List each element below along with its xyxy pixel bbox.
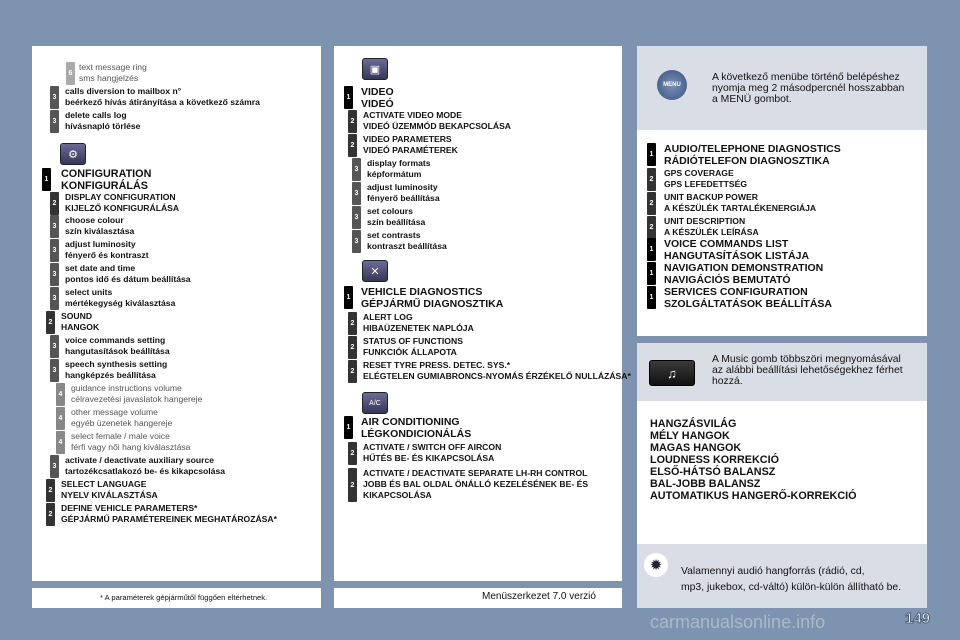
menu-entry-text: [65, 287, 175, 309]
menu-entry-line: set contrasts: [367, 230, 421, 240]
menu-entry-line: ALERT LOG: [363, 312, 413, 322]
menu-entry: [344, 416, 471, 440]
music-setting-item: HANGZÁSVILÁG: [650, 418, 737, 430]
level-badge: 1: [647, 238, 656, 261]
level-badge: 3: [50, 86, 59, 109]
level-badge: 3: [352, 230, 361, 253]
menu-entry-line: célravezetési javaslatok hangereje: [71, 394, 203, 404]
level-badge: 2: [348, 468, 357, 502]
menu-entry-text: [664, 286, 832, 310]
level-badge: 3: [50, 359, 59, 382]
menu-entry-text: [71, 407, 172, 429]
menu-entry-line: delete calls log: [65, 110, 127, 120]
menu-entry: [352, 158, 431, 181]
menu-entry-line: hívásnapló törlése: [65, 121, 141, 131]
level-badge: 4: [56, 431, 65, 454]
menu-entry-line: tartozékcsatlakozó be- és kikapcsolása: [65, 466, 226, 476]
menu-entry-line: VIDEÓ PARAMÉTEREK: [363, 145, 458, 155]
menu-entry-text: [363, 110, 511, 132]
menu-entry-text: [664, 143, 841, 167]
menu-entry-line: szín kiválasztása: [65, 226, 135, 236]
menu-entry-line: UNIT DESCRIPTION: [664, 216, 746, 226]
level-badge: 3: [50, 455, 59, 478]
menu-entry: [66, 62, 147, 85]
music-setting-item: BAL-JOBB BALANSZ: [650, 478, 761, 490]
menu-entry-text: [65, 455, 225, 477]
menu-entry-text: [65, 110, 140, 132]
music-note-icon: ♫: [649, 360, 695, 386]
menu-entry-text: [361, 286, 503, 310]
menu-entry-text: [363, 336, 463, 358]
menu-entry: [647, 262, 823, 286]
menu-entry-line: AUDIO/TELEPHONE DIAGNOSTICS: [664, 143, 841, 155]
menu-entry-text: [71, 383, 202, 405]
menu-entry: [344, 86, 394, 110]
level-badge: 1: [647, 286, 656, 309]
menu-entry-line: sms hangjelzés: [79, 73, 139, 83]
menu-entry-line: HANGUTASÍTÁSOK LISTÁJA: [664, 250, 810, 262]
version-text: Menüszerkezet 7.0 verzió: [482, 591, 596, 602]
menu-entry-line: SOUND: [61, 311, 93, 321]
music-setting-item: AUTOMATIKUS HANGERŐ-KORREKCIÓ: [650, 490, 857, 502]
diagnostics-wrench-icon: ✕: [362, 260, 388, 282]
menu-entry: [42, 168, 51, 191]
menu-entry-text: [664, 262, 823, 286]
menu-entry-line: DISPLAY CONFIGURATION: [65, 192, 176, 202]
menu-entry-line: ACTIVATE VIDEO MODE: [363, 110, 462, 120]
level-badge: 3: [50, 287, 59, 310]
level-badge: 2: [647, 168, 656, 191]
music-setting-item: LOUDNESS KORREKCIÓ: [650, 454, 779, 466]
menu-entry: [647, 238, 809, 262]
menu-entry: [647, 143, 841, 167]
menu-entry-line: kontraszt beállítása: [367, 241, 447, 251]
menu-entry: [50, 239, 149, 262]
menu-entry-line: A KÉSZÜLÉK TARTALÉKENERGIÁJA: [664, 203, 817, 213]
menu-entry-text: [65, 215, 134, 237]
menu-entry-text: [367, 158, 431, 180]
menu-intro-text: A következő menübe történő belépéshez nyomja meg 2 másodpercnél hosszabban a MENÜ gombot.: [712, 72, 905, 105]
menu-entry: [348, 468, 588, 502]
menu-entry-line: HŰTÉS BE- ÉS KIKAPCSOLÁSA: [363, 453, 495, 463]
menu-entry-line: egyéb üzenetek hangereje: [71, 418, 173, 428]
menu-entry: [352, 206, 425, 229]
menu-entry: [50, 110, 140, 133]
menu-entry-line: AIR CONDITIONING: [361, 416, 460, 428]
level-badge: 3: [352, 158, 361, 181]
menu-entry-line: SERVICES CONFIGURATION: [664, 286, 808, 298]
menu-entry-line: select units: [65, 287, 113, 297]
menu-entry-text: [363, 312, 474, 334]
menu-entry-line: set date and time: [65, 263, 136, 273]
menu-entry-line: FUNKCIÓK ÁLLAPOTA: [363, 347, 457, 357]
menu-entry-line: szín beállítása: [367, 217, 426, 227]
menu-entry-line: adjust luminosity: [65, 239, 136, 249]
menu-entry-text: [65, 86, 260, 108]
menu-key-icon: MENU: [657, 70, 687, 100]
music-intro-text: A Music gomb többszöri megnyomásával az alábbi beállítási lehetőségekhez férhet hozzá.: [712, 354, 903, 387]
menu-entry-line: VIDEO PARAMETERS: [363, 134, 452, 144]
menu-entry: [50, 359, 167, 382]
music-setting-item: ELSŐ-HÁTSÓ BALANSZ: [650, 466, 776, 478]
menu-entry-line: RESET TYRE PRESS. DETEC. SYS.*: [363, 360, 511, 370]
menu-entry-text: [65, 335, 170, 357]
level-badge: 3: [352, 206, 361, 229]
menu-entry-text: [79, 62, 147, 84]
menu-entry-line: fényerő és kontraszt: [65, 250, 149, 260]
menu-entry-text: [664, 216, 759, 238]
menu-entry-line: ACTIVATE / SWITCH OFF AIRCON: [363, 442, 502, 452]
level-badge: 2: [348, 134, 357, 157]
menu-entry-line: hangutasítások beállítása: [65, 346, 170, 356]
menu-entry-line: A KÉSZÜLÉK LEÍRÁSA: [664, 227, 759, 237]
level-badge: 2: [647, 216, 656, 239]
menu-entry: [647, 286, 832, 310]
menu-entry-line: DEFINE VEHICLE PARAMETERS*: [61, 503, 198, 513]
menu-entry: [348, 360, 631, 383]
menu-entry-line: pontos idő és dátum beállítása: [65, 274, 191, 284]
footnote-bar: [32, 588, 321, 608]
level-badge: 2: [46, 503, 55, 526]
level-badge: 1: [344, 416, 353, 439]
menu-entry-text: [71, 431, 190, 453]
menu-entry: [50, 192, 179, 215]
menu-entry: [647, 192, 816, 215]
menu-entry-line: ELÉGTELEN GUMIABRONCS-NYOMÁS ÉRZÉKELŐ NULLÁZÁSA*: [363, 371, 631, 381]
level-badge: 3: [50, 263, 59, 286]
level-badge: 3: [50, 239, 59, 262]
menu-entry: [348, 110, 511, 133]
menu-entry-line: KIKAPCSOLÁSA: [363, 490, 432, 500]
menu-entry-line: select female / male voice: [71, 431, 170, 441]
level-badge: 2: [348, 360, 357, 383]
level-badge: 3: [50, 215, 59, 238]
level-badge: 4: [56, 407, 65, 430]
menu-entry-text: [61, 503, 277, 525]
menu-entry-text: [664, 238, 809, 262]
menu-entry-line: beérkező hívás átirányítása a következő számra: [65, 97, 260, 107]
menu-entry-line: HANGOK: [61, 322, 100, 332]
menu-entry-line: UNIT BACKUP POWER: [664, 192, 758, 202]
level-badge: 3: [352, 182, 361, 205]
menu-entry-line: text message ring: [79, 62, 147, 72]
menu-entry: [50, 335, 170, 358]
menu-entry-text: [363, 468, 588, 501]
menu-entry-line: VIDEÓ: [361, 98, 394, 110]
menu-entry-line: GÉPJÁRMŰ PARAMÉTEREINEK MEGHATÁROZÁSA*: [61, 514, 277, 524]
menu-entry-line: GPS COVERAGE: [664, 168, 734, 178]
menu-entry-line: voice commands setting: [65, 335, 166, 345]
config-title: CONFIGURATION KONFIGURÁLÁS: [61, 168, 152, 192]
level-badge: 2: [46, 479, 55, 502]
menu-entry-line: LÉGKONDICIONÁLÁS: [361, 428, 472, 440]
menu-entry-line: set colours: [367, 206, 413, 216]
menu-entry-line: display formats: [367, 158, 431, 168]
menu-entry-text: [664, 192, 816, 214]
menu-entry-line: KIJELZŐ KONFIGURÁLÁSA: [65, 203, 180, 213]
menu-entry-line: SELECT LANGUAGE: [61, 479, 147, 489]
menu-entry: [46, 503, 277, 526]
level-badge: 1: [344, 286, 353, 309]
menu-entry: [50, 455, 225, 478]
level-badge: 2: [348, 312, 357, 335]
menu-entry-text: [664, 168, 747, 190]
menu-entry: [50, 287, 175, 310]
level-badge: 1: [647, 143, 656, 166]
menu-entry-line: NAVIGÁCIÓS BEMUTATÓ: [664, 274, 791, 286]
menu-entry-line: képformátum: [367, 169, 422, 179]
level-badge: 1: [647, 262, 656, 285]
menu-entry-line: SZOLGÁLTATÁSOK BEÁLLÍTÁSA: [664, 298, 832, 310]
menu-entry: [348, 336, 463, 359]
level-badge: 4: [56, 383, 65, 406]
menu-entry-text: [65, 239, 149, 261]
menu-entry-line: STATUS OF FUNCTIONS: [363, 336, 463, 346]
level-badge: 6: [66, 62, 75, 85]
menu-entry-line: calls diversion to mailbox n°: [65, 86, 182, 96]
menu-entry-line: hangképzés beállítása: [65, 370, 156, 380]
menu-entry-line: NYELV KIVÁLASZTÁSA: [61, 490, 158, 500]
level-badge: 2: [46, 311, 55, 334]
menu-entry: [56, 431, 190, 454]
menu-entry-line: mértékegység kiválasztása: [65, 298, 176, 308]
aircon-icon: A/C: [362, 392, 388, 414]
menu-entry-text: [361, 86, 394, 110]
menu-entry-line: VIDEO: [361, 86, 394, 98]
menu-entry-text: [363, 134, 458, 156]
menu-entry-text: [367, 206, 425, 228]
menu-entry-text: [61, 311, 99, 333]
sun-tip-icon: ✹: [644, 553, 668, 577]
menu-entry: [50, 263, 191, 286]
menu-entry-line: NAVIGATION DEMONSTRATION: [664, 262, 824, 274]
menu-entry-line: RÁDIÓTELEFON DIAGNOSZTIKA: [664, 155, 830, 167]
tip-text: Valamennyi audió hangforrás (rádió, cd, mp3, jukebox, cd-váltó) külön-külön állítható be.: [681, 566, 902, 593]
footnote-text: * A paraméterek gépjárműtől függően eltérhetnek.: [100, 593, 268, 602]
music-setting-item: MÉLY HANGOK: [650, 430, 730, 442]
menu-entry: [348, 312, 474, 335]
menu-entry: [56, 383, 202, 406]
version-bar: [334, 588, 622, 608]
menu-entry-line: VEHICLE DIAGNOSTICS: [361, 286, 483, 298]
menu-entry: [344, 286, 503, 310]
menu-entry-line: activate / deactivate auxiliary source: [65, 455, 215, 465]
menu-entry-text: [61, 479, 158, 501]
menu-entry-text: [367, 182, 440, 204]
menu-entry: [46, 311, 99, 334]
menu-entry: [50, 86, 260, 109]
menu-entry: [348, 134, 458, 157]
music-setting-item: MAGAS HANGOK: [650, 442, 742, 454]
menu-entry: [647, 216, 759, 239]
menu-entry-line: JOBB ÉS BAL OLDAL ÖNÁLLÓ KEZELÉSÉNEK BE- ÉS: [363, 479, 589, 489]
level-badge: 2: [348, 336, 357, 359]
menu-entry-line: other message volume: [71, 407, 158, 417]
level-badge: 1: [344, 86, 353, 109]
menu-entry: [647, 168, 747, 191]
menu-entry-line: VIDEÓ ÜZEMMÓD BEKAPCSOLÁSA: [363, 121, 512, 131]
menu-entry-text: [65, 263, 191, 285]
menu-entry-text: [363, 442, 501, 464]
level-badge: 3: [50, 335, 59, 358]
menu-entry: [352, 182, 440, 205]
menu-entry-line: adjust luminosity: [367, 182, 438, 192]
level-badge: 2: [348, 442, 357, 465]
menu-entry: [352, 230, 447, 253]
menu-entry-line: GPS LEFEDETTSÉG: [664, 179, 748, 189]
music-settings-list: [650, 418, 857, 502]
menu-entry-line: ACTIVATE / DEACTIVATE SEPARATE LH-RH CONTROL: [363, 468, 588, 478]
menu-entry-text: [363, 360, 631, 382]
menu-entry-line: fényerő beállítása: [367, 193, 440, 203]
level-badge: 2: [348, 110, 357, 133]
menu-entry-line: speech synthesis setting: [65, 359, 168, 369]
menu-entry-line: VOICE COMMANDS LIST: [664, 238, 789, 250]
watermark: carmanualsonline.info: [650, 612, 826, 632]
level-badge: 3: [50, 110, 59, 133]
config-icon: ⚙: [60, 143, 86, 165]
menu-entry-line: choose colour: [65, 215, 124, 225]
menu-entry-line: HIBAÜZENETEK NAPLÓJA: [363, 323, 474, 333]
menu-entry-line: férfi vagy női hang kiválasztása: [71, 442, 191, 452]
menu-entry-line: GÉPJÁRMŰ DIAGNOSZTIKA: [361, 298, 504, 310]
menu-entry-text: [65, 192, 179, 214]
menu-entry-line: guidance instructions volume: [71, 383, 182, 393]
menu-entry-text: [65, 359, 167, 381]
page-number: 149: [905, 610, 931, 627]
menu-entry: [46, 479, 158, 502]
video-icon: ▣: [362, 58, 388, 80]
menu-entry: [348, 442, 501, 465]
menu-entry: [56, 407, 172, 430]
menu-entry: [50, 215, 134, 238]
menu-entry-text: [367, 230, 447, 252]
level-badge: 2: [50, 192, 59, 215]
level-badge: 2: [647, 192, 656, 215]
level-badge: 1: [42, 168, 51, 191]
menu-entry-text: [361, 416, 471, 440]
